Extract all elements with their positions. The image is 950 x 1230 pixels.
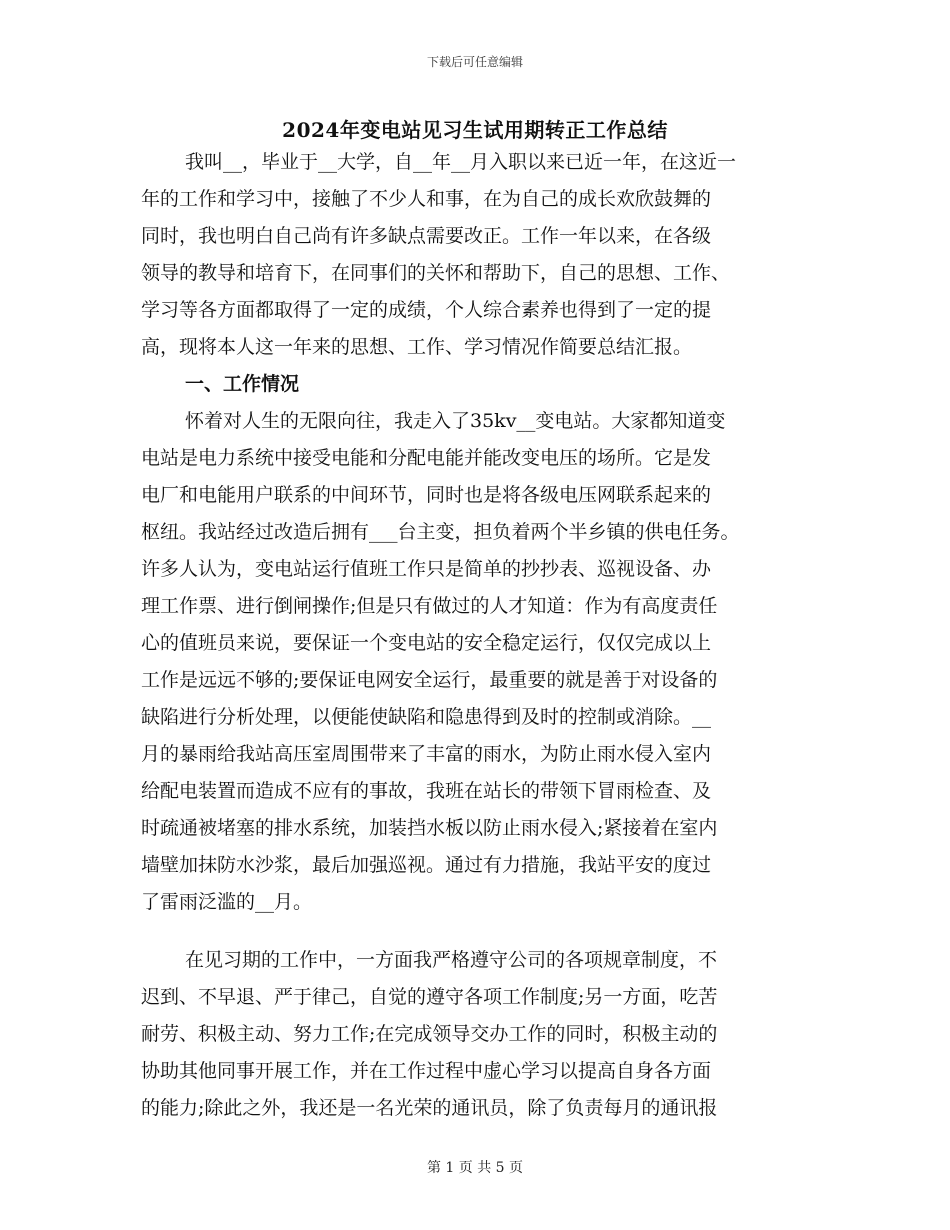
text-line: 许多人认为，变电站运行值班工作只是简单的抄抄表、巡视设备、办 — [141, 558, 712, 580]
text-line: 电站是电力系统中接受电能和分配电能并能改变电压的场所。它是发 — [141, 447, 712, 469]
document-title: 2024年变电站见习生试用期转正工作总结 — [282, 118, 668, 142]
text-line: 缺陷进行分析处理，以便能使缺陷和隐患得到及时的控制或消除。__ — [141, 706, 712, 728]
text-line: 协助其他同事开展工作，并在工作过程中虚心学习以提高自身各方面 — [141, 1060, 712, 1082]
text-line: 的能力;除此之外，我还是一名光荣的通讯员，除了负责每月的通讯报 — [141, 1097, 718, 1119]
text-line: 年的工作和学习中，接触了不少人和事，在为自己的成长欢欣鼓舞的 — [141, 188, 712, 210]
text-line: 月的暴雨给我站高压室周围带来了丰富的雨水，为防止雨水侵入室内 — [141, 743, 712, 765]
text-line: 怀着对人生的无限向往，我走入了35kv__变电站。大家都知道变 — [185, 410, 726, 432]
text-line: 在见习期的工作中，一方面我严格遵守公司的各项规章制度，不 — [185, 949, 718, 971]
text-line: 心的值班员来说，要保证一个变电站的安全稳定运行，仅仅完成以上 — [141, 632, 712, 654]
text-line: 时疏通被堵塞的排水系统，加装挡水板以防止雨水侵入;紧接着在室内 — [141, 817, 718, 839]
text-line: 墙壁加抹防水沙浆，最后加强巡视。通过有力措施，我站平安的度过 — [141, 854, 712, 876]
text-line: 给配电装置而造成不应有的事故，我班在站长的带领下冒雨检查、及 — [141, 780, 712, 802]
page-header: 下载后可任意编辑 — [426, 55, 523, 69]
text-line: 枢纽。我站经过改造后拥有___台主变，担负着两个半乡镇的供电任务。 — [141, 521, 740, 543]
paragraph-spacer — [141, 921, 816, 942]
text-line: 迟到、不早退、严于律己，自觉的遵守各项工作制度;另一方面，吃苦 — [141, 986, 718, 1008]
page-footer: 第 1 页 共 5 页 — [426, 1160, 524, 1176]
text-line: 理工作票、进行倒闸操作;但是只有做过的人才知道：作为有高度责任 — [141, 595, 718, 617]
text-line: 工作是远远不够的;要保证电网安全运行，最重要的就是善于对设备的 — [141, 669, 718, 691]
section-heading — [141, 366, 816, 403]
text-line: 电厂和电能用户联系的中间环节，同时也是将各级电压网联系起来的 — [141, 484, 712, 506]
section-heading-text: 一、工作情况 — [185, 373, 300, 395]
work-paragraph — [141, 403, 816, 921]
probation-paragraph — [141, 942, 816, 1127]
text-line: 学习等各方面都取得了一定的成绩，个人综合素养也得到了一定的提 — [141, 299, 712, 321]
text-line: 同时，我也明白自己尚有许多缺点需要改正。工作一年以来，在各级 — [141, 225, 712, 247]
text-line: 高，现将本人这一年来的思想、工作、学习情况作简要总结汇报。 — [141, 336, 693, 358]
text-line: 耐劳、积极主动、努力工作;在完成领导交办工作的同时，积极主动的 — [141, 1023, 718, 1045]
document-body — [141, 144, 816, 1127]
text-line: 我叫__，毕业于__大学，自__年__月入职以来已近一年，在这近一 — [185, 151, 737, 173]
text-line: 领导的教导和培育下，在同事们的关怀和帮助下，自己的思想、工作、 — [141, 262, 731, 284]
text-line: 了雷雨泛滥的__月。 — [141, 891, 313, 913]
intro-paragraph — [141, 144, 816, 366]
